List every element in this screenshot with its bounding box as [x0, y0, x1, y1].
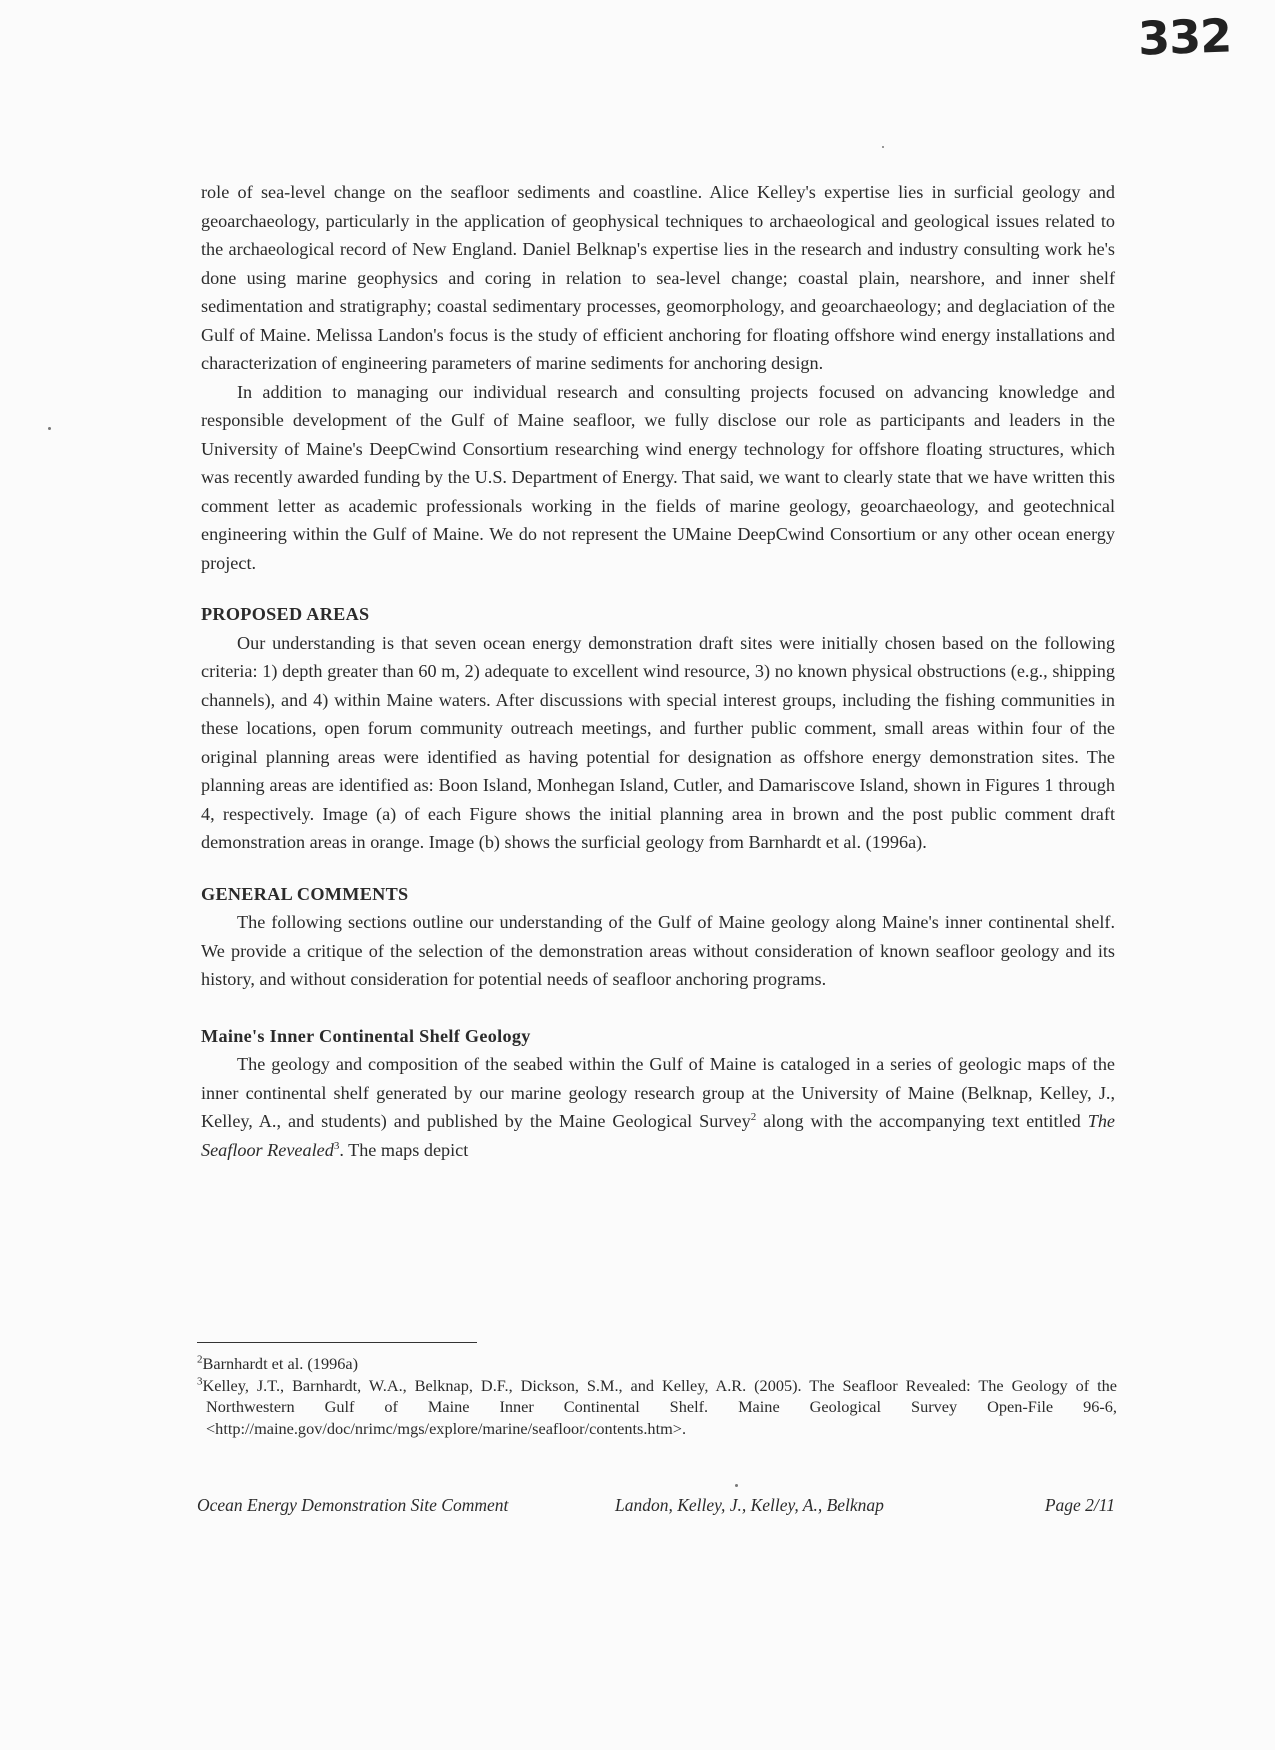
footnote-2: [197, 1353, 1117, 1375]
scan-speck: [882, 146, 884, 148]
heading-general-comments: GENERAL COMMENTS: [201, 883, 409, 904]
footnotes: [197, 1353, 1117, 1439]
footnote-3: [197, 1375, 1117, 1440]
paragraph-expertise: role of sea-level change on the seafloor sediments and coastline. Alice Kelley's expertise lies in surficial geology and geoarchaeology, particularly in the application of geophysical techniques to archaeological and geological issues related to the archaeological record of New England. Daniel Belknap's expertise lies in the research and industry consulting work he's done using marine geophysics and coring in relation to sea-level change; coastal plain, nearshore, and inner shelf sedimentation and stratigraphy; coastal sedimentary processes, geomorphology, and geoarchaeology; and deglaciation of the Gulf of Maine. Melissa Landon's focus is the study of efficient anchoring for floating offshore wind energy installations and characterization of engineering parameters of marine sediments for anchoring design.: [201, 182, 1115, 373]
heading-inner-shelf-geology: Maine's Inner Continental Shelf Geology: [201, 1025, 531, 1046]
footnote-text: Barnhardt et al. (1996a): [202, 1354, 359, 1373]
footnote-mark: 2: [197, 1353, 203, 1366]
footer-page: Page 2/11: [1044, 1495, 1115, 1515]
paragraph-inner-shelf-geology: [201, 1050, 1115, 1164]
scan-speck: [48, 427, 51, 430]
paragraph-text-part: along with the accompanying text entitled: [756, 1111, 1088, 1131]
paragraph-general-comments: The following sections outline our understanding of the Gulf of Maine geology along Maine's inner continental shelf. We provide a critique of the selection of the demonstration areas without consideration of known seafloor geology and its history, and without consideration for potential needs of seafloor anchoring programs.: [201, 912, 1115, 989]
footnote-mark: 3: [197, 1375, 203, 1388]
footer-authors: Landon, Kelley, J., Kelley, A., Belknap: [615, 1495, 884, 1515]
footer-title: Ocean Energy Demonstration Site Comment: [197, 1495, 509, 1515]
footnote-ref-3: 3: [333, 1139, 340, 1152]
paragraph-text-part: The geology and composition of the seabed within the Gulf of Maine is cataloged in a series of geologic maps of the inner continental shelf generated by our marine geology research group at the University of Maine (Belknap, Kelley, J., Kelley, A., and students) and published by the Maine Geological Survey: [201, 1054, 1115, 1131]
handwritten-page-number: 332: [1137, 8, 1232, 66]
footnote-ref-2: 2: [750, 1110, 757, 1123]
heading-proposed-areas: PROPOSED AREAS: [201, 604, 370, 624]
document-body: [201, 178, 1115, 1164]
scan-speck: [735, 1484, 738, 1487]
paragraph-disclosure: In addition to managing our individual research and consulting projects focused on advancing knowledge and responsible development of the Gulf of Maine seafloor, we fully disclose our role as participants and leaders in the University of Maine's DeepCwind Consortium researching wind energy technology for offshore floating structures, which was recently awarded funding by the U.S. Department of Energy. That said, we want to clearly state that we have written this comment letter as academic professionals working in the fields of marine geology, geoarchaeology, and geotechnical engineering within the Gulf of Maine. We do not represent the UMaine DeepCwind Consortium or any other ocean energy project.: [201, 381, 1115, 573]
book-title: The Seafloor Revealed: [201, 1111, 1115, 1160]
footnote-text: Kelley, J.T., Barnhardt, W.A., Belknap, D.F., Dickson, S.M., and Kelley, A.R. (2005). The Seafloor Revealed: The Geology of the Northwestern Gulf of Maine Inner Continental Shelf. Maine Geological Survey Open-File 96-6, <http://maine.gov/doc/nrimc/mgs/explore/marine/seafloor/contents.htm>.: [202, 1375, 1117, 1438]
paragraph-text-part: . The maps depict: [339, 1139, 469, 1160]
footnote-divider: [197, 1342, 477, 1343]
paragraph-proposed-areas: Our understanding is that seven ocean energy demonstration draft sites were initially chosen based on the following criteria: 1) depth greater than 60 m, 2) adequate to excellent wind resource, 3) no known physical obstructions (e.g., shipping channels), and 4) within Maine waters. After discussions with special interest groups, including the fishing communities in these locations, open forum community outreach meetings, and further public comment, small areas within four of the original planning areas were identified as having potential for designation as offshore energy demonstration sites. The planning areas are identified as: Boon Island, Monhegan Island, Cutler, and Damariscove Island, shown in Figures 1 through 4, respectively. Image (a) of each Figure shows the initial planning area in brown and the post public comment draft demonstration areas in orange. Image (b) shows the surficial geology from Barnhardt et al. (1996a).: [201, 632, 1115, 852]
